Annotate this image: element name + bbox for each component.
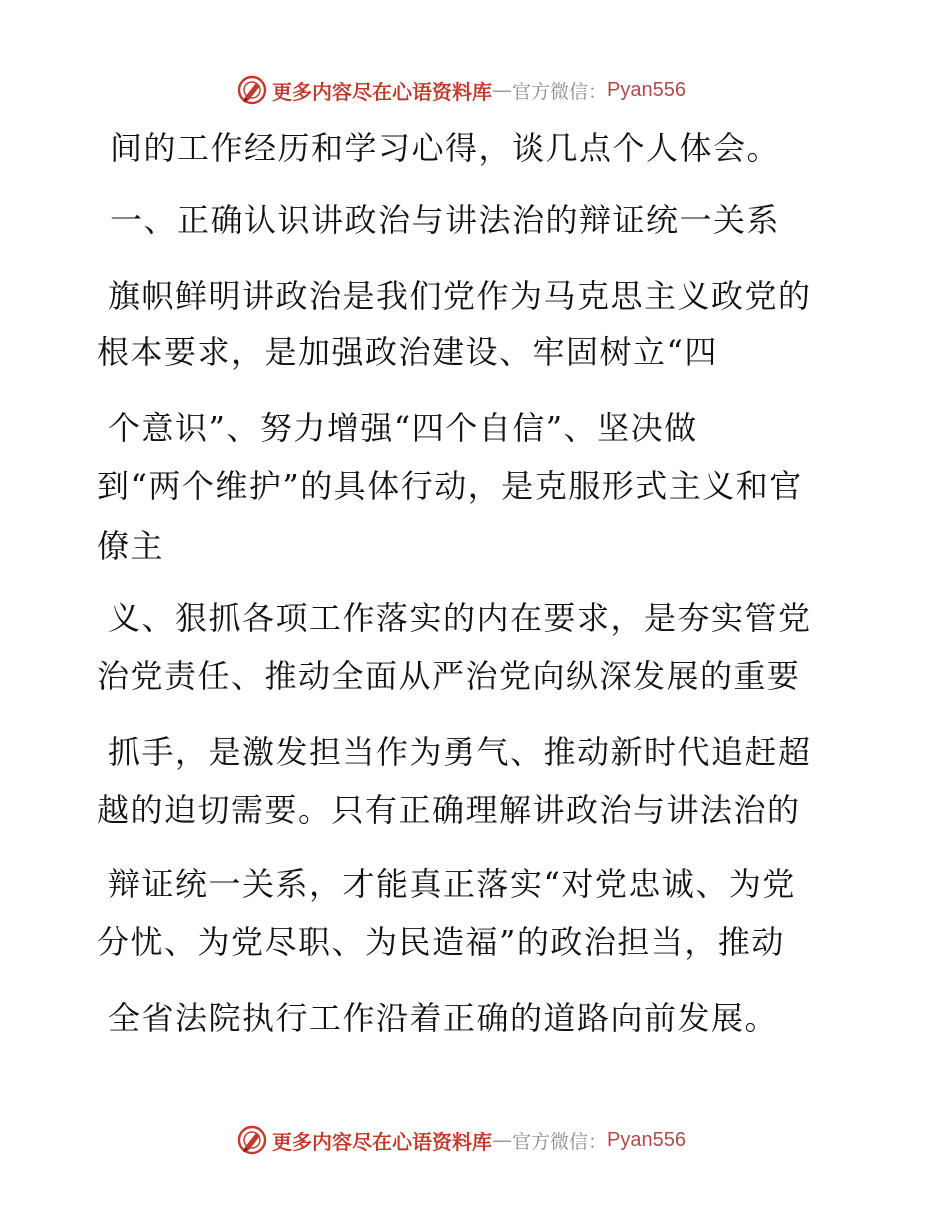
text-line: 分忧、为党尽职、为民造福”的政治担当，推动	[97, 923, 785, 961]
text-line: 个意识”、努力增强“四个自信”、坚决做	[108, 409, 698, 447]
watermark-wechat-id: Pyan556	[607, 1128, 686, 1151]
text-line: 越的迫切需要。只有正确理解讲政治与讲法治的	[97, 791, 801, 829]
watermark-wechat-id: Pyan556	[607, 78, 686, 101]
watermark-dash: —	[492, 78, 512, 102]
watermark-official-label: 官方微信：	[512, 80, 608, 103]
text-line: 旗帜鲜明讲政治是我们党作为马克思主义政党的	[108, 277, 812, 315]
footer-watermark	[236, 1122, 686, 1158]
watermark-brand: 更多内容尽在心语资料库	[272, 79, 492, 104]
text-line: 义、狠抓各项工作落实的内在要求，是夯实管党	[108, 599, 812, 637]
text-line: 全省法院执行工作沿着正确的道路向前发展。	[108, 999, 779, 1037]
text-line: 间的工作经历和学习心得，谈几点个人体会。	[110, 129, 781, 167]
pen-logo-icon	[236, 74, 268, 106]
text-line: 辩证统一关系，才能真正落实“对党忠诚、为党	[108, 865, 796, 903]
text-line: 根本要求，是加强政治建设、牢固树立“四	[97, 333, 718, 371]
watermark-official-label: 官方微信：	[512, 1130, 608, 1153]
text-line: 僚主	[97, 527, 165, 565]
section-heading: 一、正确认识讲政治与讲法治的辩证统一关系	[110, 201, 781, 239]
watermark-dash: —	[492, 1128, 512, 1152]
text-line: 抓手，是激发担当作为勇气、推动新时代追赶超	[108, 733, 812, 771]
text-line: 治党责任、推动全面从严治党向纵深发展的重要	[97, 657, 801, 695]
watermark-brand: 更多内容尽在心语资料库	[272, 1129, 492, 1154]
header-watermark	[236, 72, 686, 108]
text-line: 到“两个维护”的具体行动，是克服形式主义和官	[97, 467, 803, 505]
pen-logo-icon	[236, 1124, 268, 1156]
